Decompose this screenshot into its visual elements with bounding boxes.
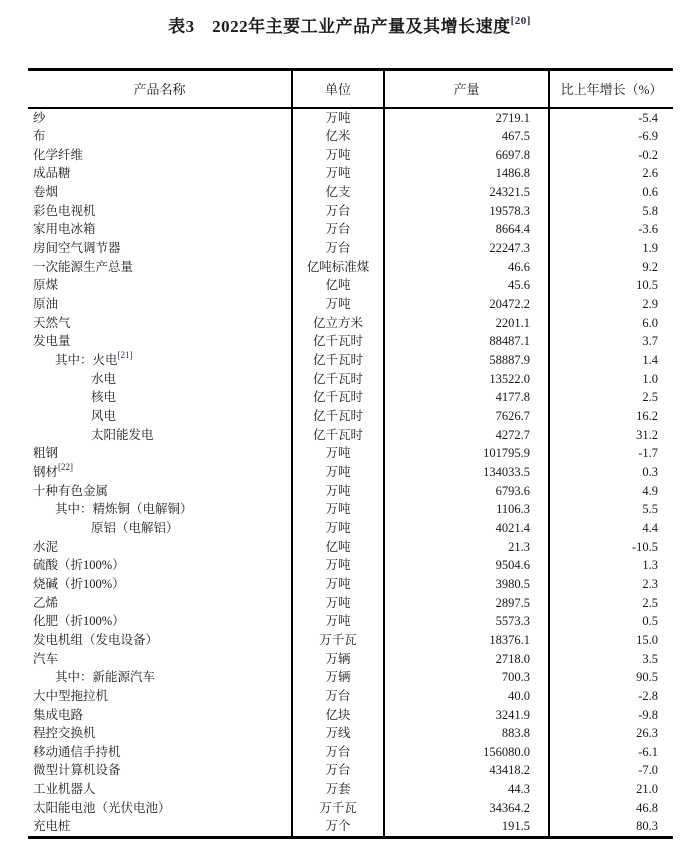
unit-cell: 万套 bbox=[292, 780, 384, 799]
growth-cell: 2.9 bbox=[549, 295, 673, 314]
product-name: 硫酸（折100%） bbox=[33, 558, 125, 573]
table-row bbox=[28, 314, 673, 333]
table-row bbox=[28, 687, 673, 706]
table-row bbox=[28, 668, 673, 687]
product-name-cell bbox=[28, 463, 292, 482]
table-row bbox=[28, 724, 673, 743]
unit-cell: 万吨 bbox=[292, 500, 384, 519]
output-cell: 8664.4 bbox=[384, 220, 549, 239]
unit-cell: 亿吨标准煤 bbox=[292, 258, 384, 277]
output-cell: 20472.2 bbox=[384, 295, 549, 314]
table-row bbox=[28, 426, 673, 445]
product-name: 大中型拖拉机 bbox=[33, 688, 109, 703]
header-output: 产量 bbox=[384, 70, 549, 108]
product-name-cell bbox=[28, 127, 292, 146]
product-name: 发电机组（发电设备） bbox=[33, 632, 159, 647]
product-name-cell bbox=[28, 743, 292, 762]
growth-cell: 0.5 bbox=[549, 612, 673, 631]
unit-cell: 亿块 bbox=[292, 706, 384, 725]
growth-cell: 5.5 bbox=[549, 500, 673, 519]
product-name: 充电桩 bbox=[33, 819, 71, 834]
unit-cell: 亿吨 bbox=[292, 538, 384, 557]
product-name-cell bbox=[28, 146, 292, 165]
product-name-cell bbox=[28, 500, 292, 519]
growth-cell: -3.6 bbox=[549, 220, 673, 239]
unit-cell: 亿支 bbox=[292, 183, 384, 202]
output-cell: 3241.9 bbox=[384, 706, 549, 725]
output-cell: 19578.3 bbox=[384, 202, 549, 221]
product-name: 微型计算机设备 bbox=[33, 763, 121, 778]
growth-cell: 80.3 bbox=[549, 817, 673, 837]
table-row bbox=[28, 127, 673, 146]
unit-cell: 万吨 bbox=[292, 482, 384, 501]
product-name: 原煤 bbox=[33, 278, 59, 293]
product-name: 其中：新能源汽车 bbox=[55, 670, 156, 685]
product-name: 原铝（电解铝） bbox=[91, 520, 179, 535]
growth-cell: 26.3 bbox=[549, 724, 673, 743]
unit-cell: 亿千瓦时 bbox=[292, 370, 384, 389]
product-name-cell bbox=[28, 351, 292, 370]
unit-cell: 万吨 bbox=[292, 612, 384, 631]
product-name-cell bbox=[28, 220, 292, 239]
growth-cell: 31.2 bbox=[549, 426, 673, 445]
product-name-cell bbox=[28, 164, 292, 183]
growth-cell: 15.0 bbox=[549, 631, 673, 650]
product-name-cell bbox=[28, 519, 292, 538]
output-cell: 46.6 bbox=[384, 258, 549, 277]
growth-cell: -9.8 bbox=[549, 706, 673, 725]
product-name: 其中：火电 bbox=[55, 353, 118, 368]
product-name: 集成电路 bbox=[33, 707, 84, 722]
growth-cell: 0.6 bbox=[549, 183, 673, 202]
growth-cell: 3.5 bbox=[549, 650, 673, 669]
growth-cell: -6.9 bbox=[549, 127, 673, 146]
output-cell: 3980.5 bbox=[384, 575, 549, 594]
product-name: 汽车 bbox=[33, 651, 59, 666]
table-row bbox=[28, 388, 673, 407]
unit-cell: 万吨 bbox=[292, 594, 384, 613]
unit-cell: 亿千瓦时 bbox=[292, 426, 384, 445]
unit-cell: 亿立方米 bbox=[292, 314, 384, 333]
product-name-cell bbox=[28, 314, 292, 333]
product-name: 发电量 bbox=[33, 334, 71, 349]
table-row bbox=[28, 631, 673, 650]
output-cell: 191.5 bbox=[384, 817, 549, 837]
unit-cell: 万吨 bbox=[292, 146, 384, 165]
table-row bbox=[28, 407, 673, 426]
growth-cell: -7.0 bbox=[549, 761, 673, 780]
table-row bbox=[28, 780, 673, 799]
product-name: 卷烟 bbox=[33, 185, 59, 200]
industrial-output-table bbox=[28, 68, 673, 839]
unit-cell: 万吨 bbox=[292, 108, 384, 128]
product-name-cell bbox=[28, 183, 292, 202]
product-name: 化学纤维 bbox=[33, 147, 84, 162]
growth-cell: 10.5 bbox=[549, 276, 673, 295]
unit-cell: 万千瓦 bbox=[292, 631, 384, 650]
growth-cell: 6.0 bbox=[549, 314, 673, 333]
table-row bbox=[28, 146, 673, 165]
unit-cell: 万吨 bbox=[292, 444, 384, 463]
table-row bbox=[28, 556, 673, 575]
table-row bbox=[28, 650, 673, 669]
output-cell: 1486.8 bbox=[384, 164, 549, 183]
growth-cell: 46.8 bbox=[549, 799, 673, 818]
product-name: 一次能源生产总量 bbox=[33, 259, 134, 274]
product-name-cell bbox=[28, 799, 292, 818]
output-cell: 88487.1 bbox=[384, 332, 549, 351]
output-cell: 5573.3 bbox=[384, 612, 549, 631]
growth-cell: -2.8 bbox=[549, 687, 673, 706]
output-cell: 467.5 bbox=[384, 127, 549, 146]
output-cell: 21.3 bbox=[384, 538, 549, 557]
unit-cell: 万吨 bbox=[292, 295, 384, 314]
product-name-cell bbox=[28, 276, 292, 295]
growth-cell: 3.7 bbox=[549, 332, 673, 351]
header-unit: 单位 bbox=[292, 70, 384, 108]
growth-cell: 0.3 bbox=[549, 463, 673, 482]
product-name: 风电 bbox=[91, 409, 117, 423]
growth-cell: 16.2 bbox=[549, 407, 673, 426]
growth-cell: 1.9 bbox=[549, 239, 673, 258]
product-name-cell bbox=[28, 631, 292, 650]
output-cell: 156080.0 bbox=[384, 743, 549, 762]
table-row bbox=[28, 332, 673, 351]
unit-cell: 万辆 bbox=[292, 668, 384, 687]
table-header-row bbox=[28, 70, 673, 108]
table-row bbox=[28, 538, 673, 557]
output-cell: 6793.6 bbox=[384, 482, 549, 501]
product-name: 化肥（折100%） bbox=[33, 614, 125, 629]
product-name-cell bbox=[28, 108, 292, 128]
header-product-name: 产品名称 bbox=[28, 70, 292, 108]
product-name-cell bbox=[28, 370, 292, 389]
product-name: 移动通信手持机 bbox=[33, 744, 121, 759]
product-name-cell bbox=[28, 239, 292, 258]
output-cell: 22247.3 bbox=[384, 239, 549, 258]
product-name-cell bbox=[28, 482, 292, 501]
growth-cell: -5.4 bbox=[549, 108, 673, 128]
product-name: 程控交换机 bbox=[33, 726, 96, 741]
product-name-cell bbox=[28, 650, 292, 669]
output-cell: 883.8 bbox=[384, 724, 549, 743]
product-name: 太阳能发电 bbox=[91, 427, 154, 442]
page-title bbox=[0, 12, 699, 37]
product-name-cell bbox=[28, 761, 292, 780]
unit-cell: 万台 bbox=[292, 743, 384, 762]
product-name: 家用电冰箱 bbox=[33, 222, 96, 237]
output-cell: 40.0 bbox=[384, 687, 549, 706]
product-name-cell bbox=[28, 612, 292, 631]
growth-cell: -0.2 bbox=[549, 146, 673, 165]
unit-cell: 亿吨 bbox=[292, 276, 384, 295]
product-name: 房间空气调节器 bbox=[33, 241, 121, 256]
product-name: 彩色电视机 bbox=[33, 203, 96, 218]
output-cell: 101795.9 bbox=[384, 444, 549, 463]
unit-cell: 万吨 bbox=[292, 463, 384, 482]
output-cell: 4177.8 bbox=[384, 388, 549, 407]
output-cell: 4021.4 bbox=[384, 519, 549, 538]
output-cell: 134033.5 bbox=[384, 463, 549, 482]
table-row bbox=[28, 202, 673, 221]
product-name: 布 bbox=[33, 129, 46, 144]
unit-cell: 万台 bbox=[292, 220, 384, 239]
product-name-cell bbox=[28, 332, 292, 351]
unit-cell: 万吨 bbox=[292, 575, 384, 594]
growth-cell: -10.5 bbox=[549, 538, 673, 557]
unit-cell: 万吨 bbox=[292, 556, 384, 575]
table-row bbox=[28, 482, 673, 501]
table-row bbox=[28, 743, 673, 762]
output-cell: 9504.6 bbox=[384, 556, 549, 575]
product-name: 十种有色金属 bbox=[33, 483, 109, 498]
product-name-cell bbox=[28, 687, 292, 706]
output-cell: 2201.1 bbox=[384, 314, 549, 333]
table-row bbox=[28, 258, 673, 277]
growth-cell: -6.1 bbox=[549, 743, 673, 762]
unit-cell: 万吨 bbox=[292, 164, 384, 183]
output-cell: 7626.7 bbox=[384, 407, 549, 426]
table-row bbox=[28, 463, 673, 482]
unit-cell: 亿千瓦时 bbox=[292, 407, 384, 426]
product-name: 烧碱（折100%） bbox=[33, 576, 125, 591]
output-cell: 43418.2 bbox=[384, 761, 549, 780]
growth-cell: 1.3 bbox=[549, 556, 673, 575]
product-name-cell bbox=[28, 594, 292, 613]
product-name-cell bbox=[28, 444, 292, 463]
growth-cell: 2.6 bbox=[549, 164, 673, 183]
table-row bbox=[28, 444, 673, 463]
table-row bbox=[28, 220, 673, 239]
product-name-cell bbox=[28, 668, 292, 687]
product-name: 原油 bbox=[33, 297, 59, 312]
product-name: 水泥 bbox=[33, 539, 59, 554]
table-row bbox=[28, 276, 673, 295]
unit-cell: 亿米 bbox=[292, 127, 384, 146]
product-name-cell bbox=[28, 426, 292, 445]
table-row bbox=[28, 575, 673, 594]
table-row bbox=[28, 108, 673, 128]
growth-cell: 9.2 bbox=[549, 258, 673, 277]
output-cell: 34364.2 bbox=[384, 799, 549, 818]
unit-cell: 万台 bbox=[292, 202, 384, 221]
product-name-cell bbox=[28, 724, 292, 743]
output-cell: 58887.9 bbox=[384, 351, 549, 370]
output-cell: 1106.3 bbox=[384, 500, 549, 519]
unit-cell: 万线 bbox=[292, 724, 384, 743]
growth-cell: 2.3 bbox=[549, 575, 673, 594]
product-name-cell bbox=[28, 817, 292, 837]
growth-cell: 21.0 bbox=[549, 780, 673, 799]
product-name: 核电 bbox=[91, 390, 117, 405]
growth-cell: 1.4 bbox=[549, 351, 673, 370]
table-row bbox=[28, 761, 673, 780]
table-row bbox=[28, 612, 673, 631]
page-title-text: 表3 2022年主要工业产品产量及其增长速度 bbox=[168, 17, 511, 36]
product-name-cell bbox=[28, 407, 292, 426]
growth-cell: 4.4 bbox=[549, 519, 673, 538]
product-name: 其中：精炼铜（电解铜） bbox=[55, 502, 193, 517]
product-name: 粗钢 bbox=[33, 446, 59, 461]
footnote-ref: [21] bbox=[117, 351, 133, 360]
growth-cell: 2.5 bbox=[549, 594, 673, 613]
unit-cell: 万千瓦 bbox=[292, 799, 384, 818]
table-row bbox=[28, 817, 673, 837]
table-header bbox=[28, 70, 673, 108]
product-name: 太阳能电池（光伏电池） bbox=[33, 800, 171, 815]
table-row bbox=[28, 164, 673, 183]
growth-cell: 2.5 bbox=[549, 388, 673, 407]
unit-cell: 亿千瓦时 bbox=[292, 388, 384, 407]
product-name-cell bbox=[28, 202, 292, 221]
unit-cell: 亿千瓦时 bbox=[292, 332, 384, 351]
output-cell: 4272.7 bbox=[384, 426, 549, 445]
output-cell: 13522.0 bbox=[384, 370, 549, 389]
table-row bbox=[28, 183, 673, 202]
output-cell: 45.6 bbox=[384, 276, 549, 295]
table-row bbox=[28, 594, 673, 613]
product-name-cell bbox=[28, 706, 292, 725]
table-row bbox=[28, 351, 673, 370]
output-cell: 700.3 bbox=[384, 668, 549, 687]
growth-cell: 4.9 bbox=[549, 482, 673, 501]
unit-cell: 万台 bbox=[292, 761, 384, 780]
output-cell: 2719.1 bbox=[384, 108, 549, 128]
product-name: 钢材 bbox=[33, 464, 59, 479]
unit-cell: 万台 bbox=[292, 687, 384, 706]
unit-cell: 万个 bbox=[292, 817, 384, 837]
product-name-cell bbox=[28, 575, 292, 594]
product-name: 纱 bbox=[33, 110, 46, 125]
product-name-cell bbox=[28, 556, 292, 575]
output-cell: 44.3 bbox=[384, 780, 549, 799]
table-row bbox=[28, 295, 673, 314]
product-name: 成品糖 bbox=[33, 166, 71, 181]
unit-cell: 万辆 bbox=[292, 650, 384, 669]
output-cell: 6697.8 bbox=[384, 146, 549, 165]
growth-cell: 90.5 bbox=[549, 668, 673, 687]
output-cell: 2718.0 bbox=[384, 650, 549, 669]
product-name: 工业机器人 bbox=[33, 782, 96, 797]
product-name: 天然气 bbox=[33, 315, 71, 330]
product-name-cell bbox=[28, 538, 292, 557]
title-footnote-ref: [20] bbox=[510, 15, 531, 28]
growth-cell: 5.8 bbox=[549, 202, 673, 221]
table-row bbox=[28, 706, 673, 725]
table-row bbox=[28, 799, 673, 818]
unit-cell: 万吨 bbox=[292, 519, 384, 538]
product-name: 乙烯 bbox=[33, 595, 59, 610]
table-row bbox=[28, 370, 673, 389]
unit-cell: 万台 bbox=[292, 239, 384, 258]
table-row bbox=[28, 239, 673, 258]
output-cell: 18376.1 bbox=[384, 631, 549, 650]
product-name-cell bbox=[28, 780, 292, 799]
output-cell: 2897.5 bbox=[384, 594, 549, 613]
footnote-ref: [22] bbox=[58, 462, 74, 472]
growth-cell: 1.0 bbox=[549, 370, 673, 389]
product-name: 水电 bbox=[91, 371, 117, 386]
product-name-cell bbox=[28, 388, 292, 407]
product-name-cell bbox=[28, 258, 292, 277]
unit-cell: 亿千瓦时 bbox=[292, 351, 384, 370]
table-body bbox=[28, 108, 673, 838]
product-name-cell bbox=[28, 295, 292, 314]
growth-cell: -1.7 bbox=[549, 444, 673, 463]
table-row bbox=[28, 519, 673, 538]
table-row bbox=[28, 500, 673, 519]
output-cell: 24321.5 bbox=[384, 183, 549, 202]
header-growth: 比上年增长（%） bbox=[549, 70, 673, 108]
